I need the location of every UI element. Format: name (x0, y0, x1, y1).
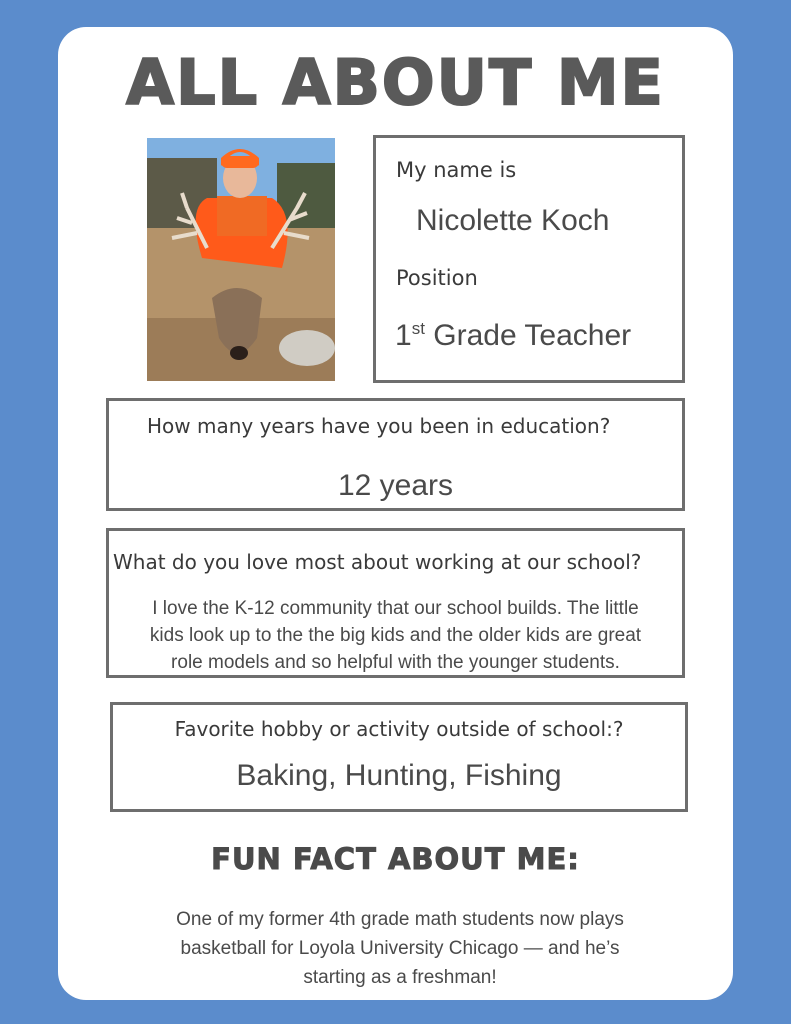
love-line: I love the K-12 community that our school builds. The little (152, 598, 639, 619)
fun-fact-line: One of my former 4th grade math students now plays (176, 909, 624, 930)
hobby-question: Favorite hobby or activity outside of school:? (174, 717, 624, 741)
name-value: Nicolette Koch (416, 204, 610, 237)
love-box (106, 528, 685, 678)
fun-fact-line: starting as a freshman! (303, 967, 497, 988)
position-suffix: st (411, 319, 425, 338)
page-title: ALL ABOUT ME (126, 46, 665, 119)
fun-fact-title: FUN FACT ABOUT ME: (211, 842, 580, 876)
fun-fact-line: basketball for Loyola University Chicago — and he’s (180, 938, 620, 959)
hunting-photo-illustration (147, 138, 335, 381)
name-label: My name is (396, 158, 517, 182)
position-label: Position (396, 266, 478, 290)
fun-fact-text (110, 905, 690, 992)
name-position-box (373, 135, 685, 383)
profile-photo (147, 138, 335, 381)
position-grade: 1 (395, 319, 412, 352)
years-answer: 12 years (337, 469, 454, 502)
love-line: kids look up to the the big kids and the older kids are great (149, 625, 642, 646)
love-answer (109, 595, 682, 676)
hobby-answer: Baking, Hunting, Fishing (236, 759, 562, 792)
years-box (106, 398, 685, 511)
hobby-box (110, 702, 688, 812)
years-question: How many years have you been in education? (147, 414, 611, 438)
position-role: Grade Teacher (424, 319, 632, 352)
love-question: What do you love most about working at our school? (113, 550, 642, 574)
position-value (395, 319, 631, 353)
love-line: role models and so helpful with the younger students. (171, 652, 620, 673)
